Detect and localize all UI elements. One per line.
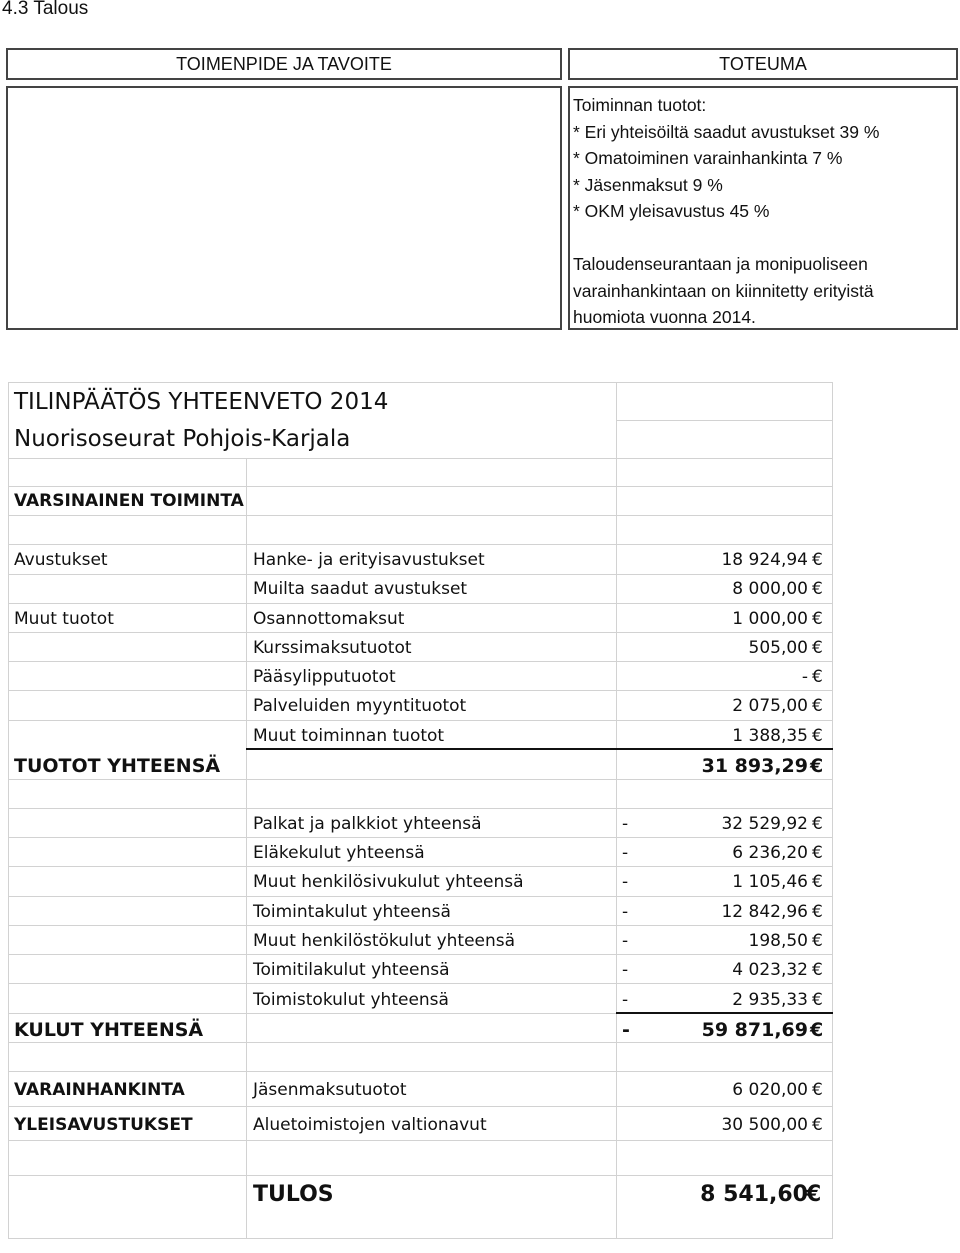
gridline <box>8 896 833 897</box>
gridline <box>8 661 833 662</box>
euro-sign: € <box>812 609 823 629</box>
expense-item: Muut henkilösivukulut yhteensä <box>253 872 524 892</box>
expense-item: Eläkekulut yhteensä <box>253 843 425 863</box>
euro-sign: € <box>810 755 824 777</box>
gridline <box>8 1238 833 1239</box>
fundraising-amount: 6 020,00 <box>732 1080 808 1100</box>
col-header-outcome: TOTEUMA <box>568 48 958 80</box>
row-amount: - <box>801 667 808 687</box>
expense-amount: 1 105,46 <box>732 872 808 892</box>
expense-total-amount: 59 871,69 <box>701 1019 808 1041</box>
row-item: Palveluiden myyntituotot <box>253 696 467 716</box>
expense-sign: - <box>622 931 629 951</box>
gridline <box>8 1106 833 1107</box>
outcome-line: huomiota vuonna 2014. <box>573 307 756 327</box>
measures-cell <box>6 86 562 330</box>
gridline <box>8 866 833 867</box>
euro-sign: € <box>806 1182 822 1207</box>
expense-sign: - <box>622 990 629 1010</box>
gridline <box>8 632 833 633</box>
row-amount: 1 000,00 <box>732 609 808 629</box>
row-item: Osannottomaksut <box>253 609 405 629</box>
income-total-amount: 31 893,29 <box>701 755 808 777</box>
euro-sign: € <box>812 843 823 863</box>
expense-amount: 6 236,20 <box>732 843 808 863</box>
expense-amount: 2 935,33 <box>732 990 808 1010</box>
gridline <box>8 983 833 984</box>
gridline <box>8 574 833 575</box>
outcome-line: Taloudenseurantaan ja monipuoliseen <box>573 254 868 274</box>
expense-total-label: KULUT YHTEENSÄ <box>14 1019 204 1041</box>
euro-sign: € <box>812 902 823 922</box>
gridline <box>8 808 833 809</box>
gridline <box>8 925 833 926</box>
euro-sign: € <box>812 990 823 1010</box>
row-amount: 505,00 <box>748 638 808 658</box>
gridline <box>8 515 833 516</box>
euro-sign: € <box>812 814 823 834</box>
euro-sign: € <box>812 638 823 658</box>
gridline <box>8 486 833 487</box>
gridline <box>616 382 617 1238</box>
section-heading: 4.3 Talous <box>2 0 89 19</box>
grants-item: Aluetoimistojen valtionavut <box>253 1115 487 1135</box>
expense-amount: 32 529,92 <box>721 814 808 834</box>
gridline <box>8 382 9 1238</box>
outcome-line: Toiminnan tuotot: <box>573 95 707 115</box>
outcome-line: * Omatoiminen varainhankinta 7 % <box>573 148 843 168</box>
grants-label: YLEISAVUSTUKSET <box>14 1115 193 1135</box>
result-label: TULOS <box>253 1182 334 1207</box>
row-category: Muut tuotot <box>14 609 114 629</box>
col-header-measures: TOIMENPIDE JA TAVOITE <box>6 48 562 80</box>
euro-sign: € <box>812 960 823 980</box>
expense-amount: 198,50 <box>748 931 808 951</box>
row-item: Kurssimaksutuotot <box>253 638 412 658</box>
grants-amount: 30 500,00 <box>721 1115 808 1135</box>
gridline <box>8 1042 833 1043</box>
expense-item: Toimistokulut yhteensä <box>253 990 449 1010</box>
gridline <box>8 720 833 721</box>
row-item: Muilta saadut avustukset <box>253 579 468 599</box>
euro-sign: € <box>812 872 823 892</box>
section-label: VARSINAINEN TOIMINTA <box>14 491 244 511</box>
gridline <box>8 544 833 545</box>
gridline <box>616 420 833 421</box>
euro-sign: € <box>812 1115 823 1135</box>
expense-sign: - <box>622 814 629 834</box>
row-amount: 1 388,35 <box>732 726 808 746</box>
euro-sign: € <box>812 579 823 599</box>
euro-sign: € <box>812 667 823 687</box>
expense-item: Palkat ja palkkiot yhteensä <box>253 814 482 834</box>
income-total-label: TUOTOT YHTEENSÄ <box>14 755 221 777</box>
row-amount: 18 924,94 <box>721 550 808 570</box>
row-amount: 2 075,00 <box>732 696 808 716</box>
gridline <box>8 603 833 604</box>
statement-title: TILINPÄÄTÖS YHTEENVETO 2014 <box>14 389 389 415</box>
goals-table <box>6 48 958 332</box>
euro-sign: € <box>812 931 823 951</box>
expense-total-sign: - <box>622 1019 630 1041</box>
expense-sign: - <box>622 843 629 863</box>
gridline <box>246 458 247 1238</box>
gridline <box>8 837 833 838</box>
row-category: Avustukset <box>14 550 108 570</box>
euro-sign: € <box>812 726 823 746</box>
outcome-line: varainhankintaan on kiinnitetty erityistä <box>573 280 874 301</box>
gridline <box>8 779 833 780</box>
organization-name: Nuorisoseurat Pohjois-Karjala <box>14 426 351 452</box>
outcome-line: * OKM yleisavustus 45 % <box>573 201 770 221</box>
gridline <box>8 690 833 691</box>
outcome-cell <box>568 86 958 330</box>
expense-sign: - <box>622 960 629 980</box>
expense-item: Toimitilakulut yhteensä <box>253 960 450 980</box>
outcome-line: * Eri yhteisöiltä saadut avustukset 39 % <box>573 121 880 142</box>
row-item: Hanke- ja erityisavustukset <box>253 550 485 570</box>
expense-amount: 4 023,32 <box>732 960 808 980</box>
gridline <box>8 1071 833 1072</box>
euro-sign: € <box>812 1080 823 1100</box>
outcome-spacer <box>573 225 952 252</box>
gridline <box>8 458 833 459</box>
euro-sign: € <box>810 1019 824 1041</box>
expense-sign: - <box>622 902 629 922</box>
result-amount: 8 541,60 <box>700 1182 808 1207</box>
euro-sign: € <box>812 550 823 570</box>
row-item: Pääsylipputuotot <box>253 667 396 687</box>
gridline <box>8 1175 833 1176</box>
financial-statement <box>8 382 834 1252</box>
gridline <box>8 1140 833 1141</box>
gridline <box>8 382 833 383</box>
gridline <box>832 382 833 1238</box>
fundraising-label: VARAINHANKINTA <box>14 1080 185 1100</box>
fundraising-item: Jäsenmaksutuotot <box>253 1080 407 1100</box>
expense-sign: - <box>622 872 629 892</box>
expense-item: Toimintakulut yhteensä <box>253 902 451 922</box>
gridline <box>8 954 833 955</box>
expense-amount: 12 842,96 <box>721 902 808 922</box>
row-amount: 8 000,00 <box>732 579 808 599</box>
row-item: Muut toiminnan tuotot <box>253 726 445 746</box>
subtotal-rule <box>616 1012 833 1014</box>
euro-sign: € <box>812 696 823 716</box>
expense-item: Muut henkilöstökulut yhteensä <box>253 931 516 951</box>
subtotal-rule <box>246 748 833 750</box>
outcome-line: * Jäsenmaksut 9 % <box>573 174 723 195</box>
